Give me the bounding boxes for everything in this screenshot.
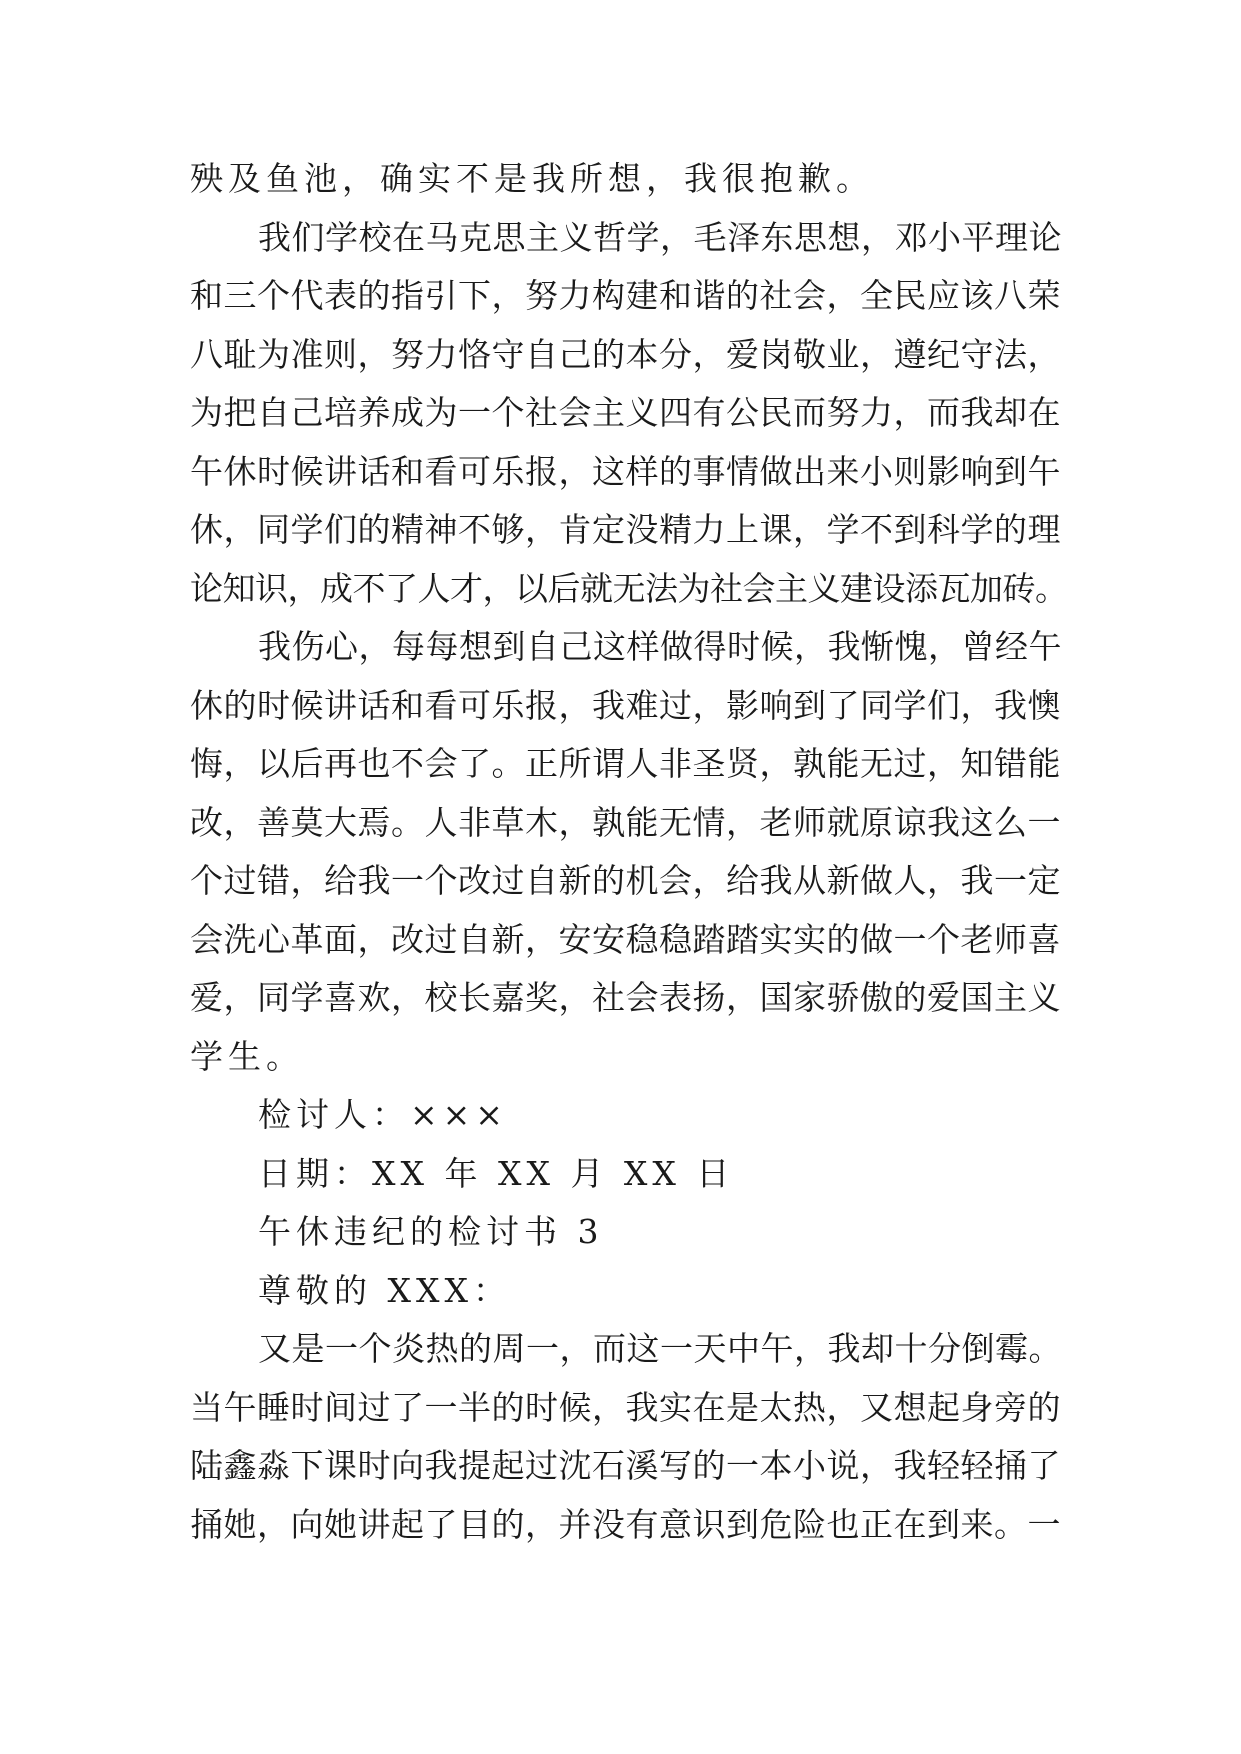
text-line: 捅她，向她讲起了目的，并没有意识到危险也正在到来。一 — [190, 1504, 1061, 1544]
text-line: 当午睡时间过了一半的时候，我实在是太热，又想起身旁的 — [190, 1387, 1061, 1427]
text-line: 陆鑫淼下课时向我提起过沈石溪写的一本小说，我轻轻捅了 — [190, 1446, 1061, 1485]
section-title: 午休违纪的检讨书 3 — [258, 1212, 604, 1251]
date-line: 日期：XX 年 XX 月 XX 日 — [258, 1153, 735, 1193]
signature-line: 检讨人：××× — [258, 1095, 508, 1134]
text-line: 个过错，给我一个改过自新的机会，给我从新做人，我一定 — [190, 861, 1061, 900]
paragraph-start-line: 又是一个炎热的周一，而这一天中午，我却十分倒霉。 — [258, 1329, 1062, 1368]
salutation-line: 尊敬的 XXX： — [258, 1270, 511, 1310]
text-line: 悔，以后再也不会了。正所谓人非圣贤，孰能无过，知错能 — [190, 744, 1061, 783]
text-line: 为把自己培养成为一个社会主义四有公民而努力，而我却在 — [190, 393, 1061, 432]
paragraph-start-line: 我们学校在马克思主义哲学，毛泽东思想，邓小平理论 — [258, 217, 1062, 257]
text-line: 午休时候讲话和看可乐报，这样的事情做出来小则影响到午 — [190, 451, 1061, 491]
text-line: 休的时候讲话和看可乐报，我难过，影响到了同学们，我懊 — [190, 685, 1061, 725]
text-line: 殃及鱼池，确实不是我所想，我很抱歉。 — [190, 159, 874, 198]
document-body — [190, 150, 1070, 1554]
text-line: 和三个代表的指引下，努力构建和谐的社会，全民应该八荣 — [190, 276, 1061, 315]
text-line: 论知识，成不了人才，以后就无法为社会主义建设添瓦加砖。 — [190, 568, 1068, 608]
paragraph-start-line: 我伤心，每每想到自己这样做得时候，我惭愧，曾经午 — [258, 627, 1062, 666]
text-line: 八耻为准则，努力恪守自己的本分，爱岗敬业，遵纪守法， — [190, 334, 1061, 374]
text-line: 学生。 — [190, 1036, 304, 1076]
text-line: 会洗心革面，改过自新，安安稳稳踏踏实实的做一个老师喜 — [190, 919, 1061, 959]
text-line: 改，善莫大焉。人非草木，孰能无情，老师就原谅我这么一 — [190, 802, 1061, 842]
text-line: 爱，同学喜欢，校长嘉奖，社会表扬，国家骄傲的爱国主义 — [190, 978, 1061, 1017]
text-line: 休，同学们的精神不够，肯定没精力上课，学不到科学的理 — [190, 510, 1061, 549]
